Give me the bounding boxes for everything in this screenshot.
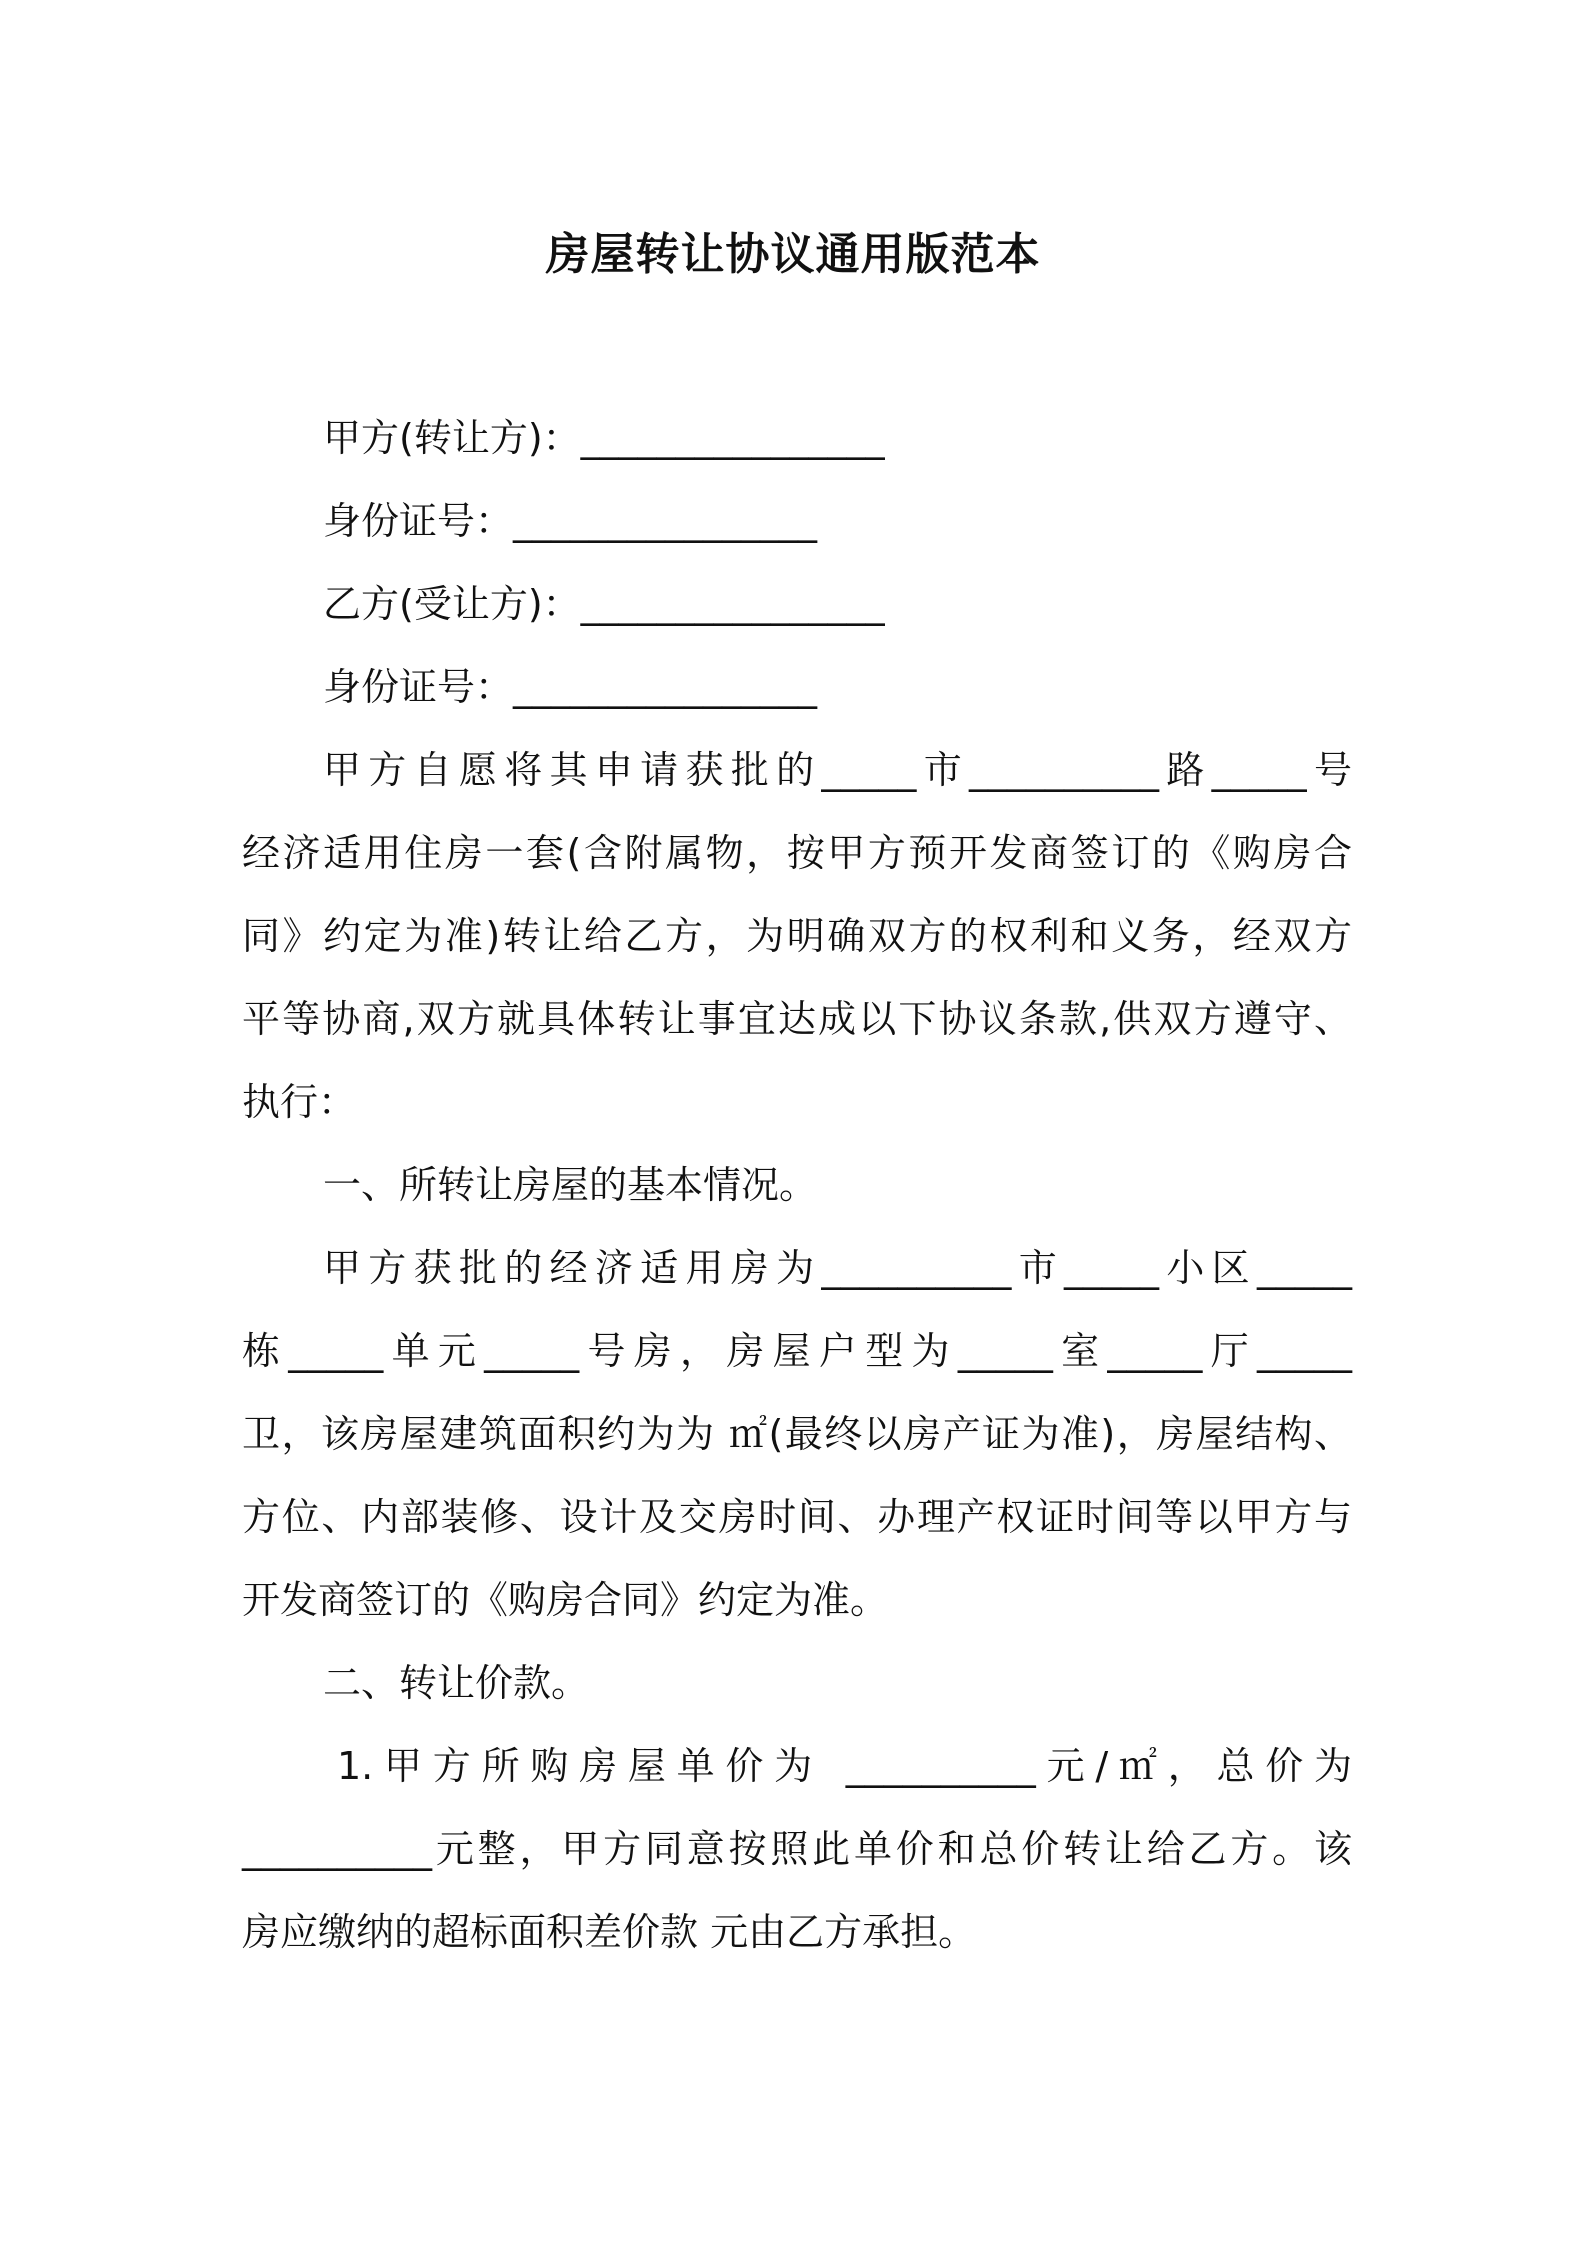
section-1-line: 甲方获批的经济适用房为__________市_____小区_____ [323, 1246, 1352, 1290]
intro-line: 同》约定为准)转让给乙方，为明确双方的权利和义务，经双方 [242, 914, 1352, 958]
section-1-heading: 一、所转让房屋的基本情况。 [323, 1163, 818, 1207]
section-2-line: __________元整，甲方同意按照此单价和总价转让给乙方。该 [242, 1827, 1352, 1871]
party-b-line: 乙方(受让方)：________________ [323, 582, 885, 626]
section-2-heading: 二、转让价款。 [323, 1661, 590, 1705]
section-1-line: 开发商签订的《购房合同》约定为准。 [242, 1578, 889, 1622]
section-1-line: 卫，该房屋建筑面积约为为 ㎡(最终以房产证为准)，房屋结构、 [242, 1412, 1352, 1456]
party-a-id-line: 身份证号：________________ [323, 499, 818, 543]
intro-line: 平等协商,双方就具体转让事宜达成以下协议条款,供双方遵守、 [242, 997, 1352, 1041]
section-2-line: 1.甲方所购房屋单价为 __________元/㎡，总价为 [337, 1744, 1352, 1788]
intro-line: 经济适用住房一套(含附属物，按甲方预开发商签订的《购房合 [242, 831, 1352, 875]
intro-line: 甲方自愿将其申请获批的_____市__________路_____号 [323, 748, 1352, 792]
section-2-line: 房应缴纳的超标面积差价款 元由乙方承担。 [242, 1910, 977, 1954]
section-1-line: 栋_____单元_____号房，房屋户型为_____室_____厅_____ [242, 1329, 1352, 1373]
section-1-line: 方位、内部装修、设计及交房时间、办理产权证时间等以甲方与 [242, 1495, 1352, 1539]
party-b-id-line: 身份证号：________________ [323, 665, 818, 709]
intro-line: 执行： [242, 1080, 357, 1124]
document-title: 房屋转让协议通用版范本 [545, 229, 1041, 280]
party-a-line: 甲方(转让方)：________________ [323, 416, 885, 460]
